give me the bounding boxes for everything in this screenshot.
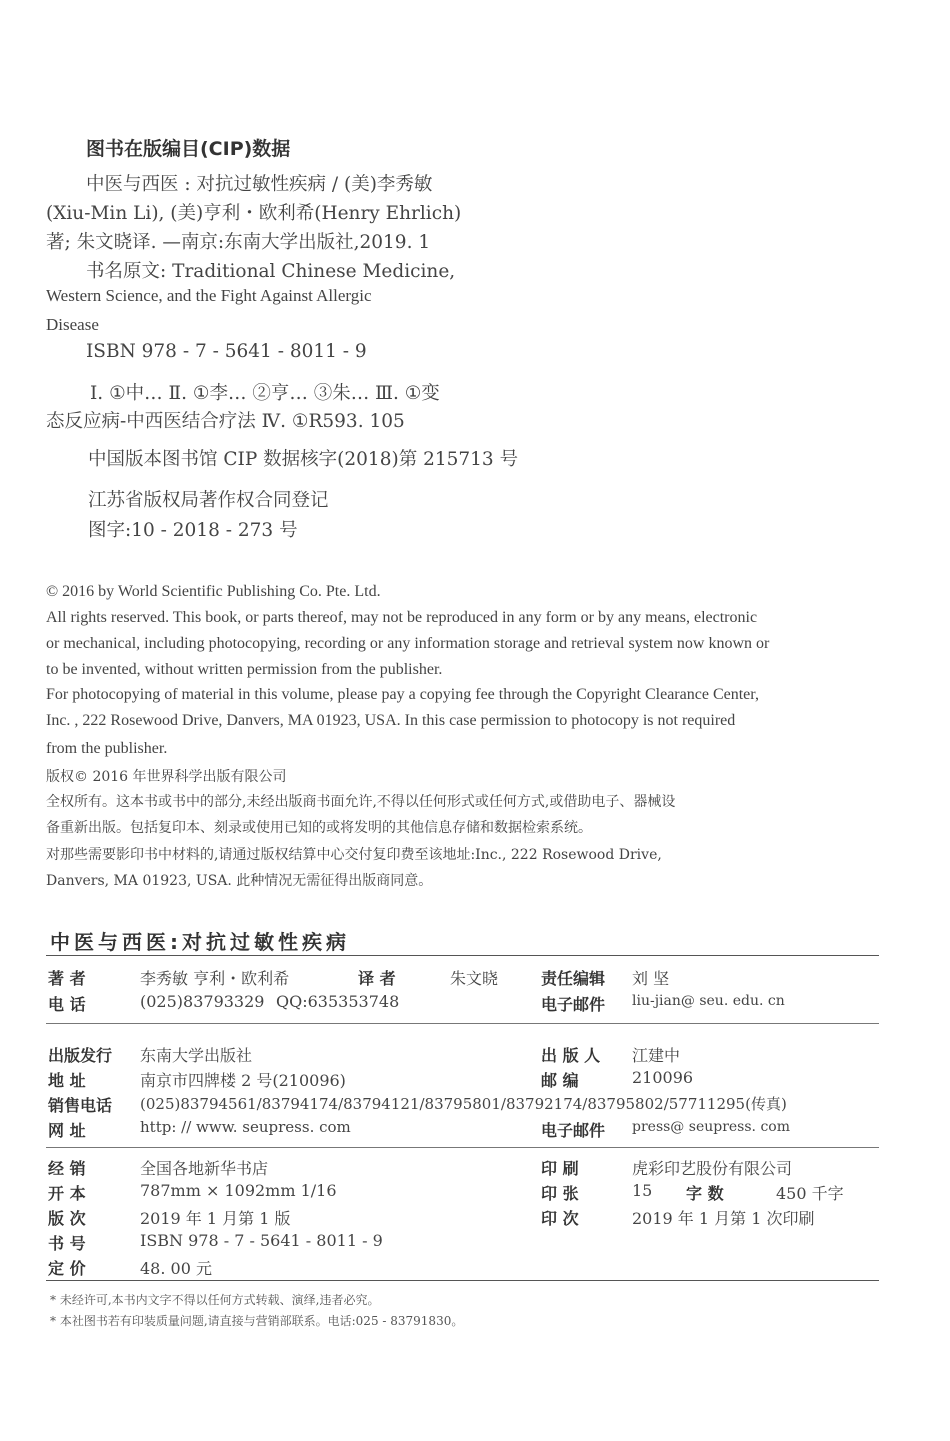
copyright-line: For photocopying of material in this volume, please pay a copying fee through the Copyright Clearance Center, xyxy=(46,686,759,703)
copyright-cn-line: 对那些需要影印书中材料的,请通过版权结算中心交付复印费至该地址:Inc., 222 Rosewood Drive, xyxy=(46,847,662,863)
publisher-label: 出版发行 xyxy=(48,1046,113,1065)
editor-value: 刘 坚 xyxy=(632,969,670,988)
translator-value: 朱文晓 xyxy=(450,969,499,988)
sheets-value: 15 xyxy=(632,1181,653,1200)
cip-line: Western Science, and the Fight Against Allergic xyxy=(46,286,372,305)
copyright-cn-line: 版权© 2016 年世界科学出版有限公司 xyxy=(46,769,287,785)
cip-registration: 图字:10 - 2018 - 273 号 xyxy=(88,520,298,541)
cip-line: 著; 朱文晓译. —南京:东南大学出版社,2019. 1 xyxy=(46,232,431,253)
cip-number: 中国版本图书馆 CIP 数据核字(2018)第 215713 号 xyxy=(88,449,519,470)
copyright-line: Inc. , 222 Rosewood Drive, Danvers, MA 01923, USA. In this case permission to photocopy is not required xyxy=(46,712,736,729)
cip-line: 中医与西医 : 对抗过敏性疾病 / (美)李秀敏 xyxy=(86,174,433,195)
postcode-value: 210096 xyxy=(632,1068,694,1087)
author-value: 李秀敏 亨利・欧利希 xyxy=(140,969,290,988)
dist-label: 经 销 xyxy=(48,1159,86,1178)
copyright-cn-line: 全权所有。这本书或书中的部分,未经出版商书面允许,不得以任何形式或任何方式,或借助电子、器械设 xyxy=(46,794,676,810)
cip-registration: 江苏省版权局著作权合同登记 xyxy=(88,490,329,511)
email-value: press@ seupress. com xyxy=(632,1119,790,1135)
copyright-line: All rights reserved. This book, or parts thereof, may not be reproduced in any form or by any means, electronic xyxy=(46,609,758,626)
format-value: 787mm × 1092mm 1/16 xyxy=(140,1181,337,1200)
copyright-line: from the publisher. xyxy=(46,740,168,757)
impression-label: 印 次 xyxy=(541,1209,579,1228)
copyright-line: to be invented, without written permission from the publisher. xyxy=(46,661,443,678)
dist-value: 全国各地新华书店 xyxy=(140,1159,269,1178)
cip-title: 图书在版编目(CIP)数据 xyxy=(86,138,291,160)
words-label: 字 数 xyxy=(686,1184,724,1203)
book-title: 中医与西医:对抗过敏性疾病 xyxy=(50,930,350,954)
sheets-label: 印 张 xyxy=(541,1184,579,1203)
footnote: * 未经许可,本书内文字不得以任何方式转载、演绎,违者必究。 xyxy=(50,1293,380,1307)
footnote: * 本社图书若有印装质量问题,请直接与营销部联系。电话:025 - 83791830。 xyxy=(50,1314,464,1328)
editor-label: 责任编辑 xyxy=(541,969,606,988)
publisher-value: 东南大学出版社 xyxy=(140,1046,253,1065)
cip-classification: Ⅰ. ①中… Ⅱ. ①李… ②亨… ③朱… Ⅲ. ①变 xyxy=(90,383,440,404)
author-label: 著 者 xyxy=(48,969,86,988)
phone-label: 电 话 xyxy=(48,995,86,1014)
format-label: 开 本 xyxy=(48,1184,86,1203)
copyright-cn-line: 备重新出版。包括复印本、刻录或使用已知的或将发明的其他信息存储和数据检索系统。 xyxy=(46,820,592,836)
email-label: 电子邮件 xyxy=(541,1121,606,1140)
cip-line: 书名原文: Traditional Chinese Medicine, xyxy=(86,261,456,282)
sales-value: (025)83794561/83794174/83794121/83795801/83792174/83795802/57711295(传真) xyxy=(140,1095,787,1113)
web-value: http: // www. seupress. com xyxy=(140,1118,351,1136)
chief-label: 出 版 人 xyxy=(541,1046,601,1065)
divider xyxy=(46,1023,879,1024)
chief-value: 江建中 xyxy=(632,1046,681,1065)
phone-value: (025)83793329 xyxy=(140,992,265,1011)
cip-isbn: ISBN 978 - 7 - 5641 - 8011 - 9 xyxy=(86,341,367,362)
price-value: 48. 00 元 xyxy=(140,1259,212,1278)
email-label: 电子邮件 xyxy=(541,995,606,1014)
divider xyxy=(46,1280,879,1281)
postcode-label: 邮 编 xyxy=(541,1071,579,1090)
sales-label: 销售电话 xyxy=(48,1096,113,1115)
isbn-label: 书 号 xyxy=(48,1234,86,1253)
impression-value: 2019 年 1 月第 1 次印刷 xyxy=(632,1209,815,1228)
cip-line: Disease xyxy=(46,315,99,334)
copyright-line: or mechanical, including photocopying, recording or any information storage and retrieval system now known or xyxy=(46,635,770,652)
print-value: 虎彩印艺股份有限公司 xyxy=(632,1159,793,1178)
divider xyxy=(46,1147,879,1148)
cip-classification: 态反应病-中西医结合疗法 Ⅳ. ①R593. 105 xyxy=(46,411,405,432)
email-value: liu-jian@ seu. edu. cn xyxy=(632,993,785,1009)
address-label: 地 址 xyxy=(48,1071,86,1090)
web-label: 网 址 xyxy=(48,1121,86,1140)
translator-label: 译 者 xyxy=(358,969,396,988)
isbn-value: ISBN 978 - 7 - 5641 - 8011 - 9 xyxy=(140,1231,383,1250)
price-label: 定 价 xyxy=(48,1259,86,1278)
address-value: 南京市四牌楼 2 号(210096) xyxy=(140,1071,346,1090)
copyright-line: © 2016 by World Scientific Publishing Co. Pte. Ltd. xyxy=(46,583,381,600)
cip-line: (Xiu-Min Li), (美)亨利・欧利希(Henry Ehrlich) xyxy=(46,203,462,224)
qq-value: QQ:635353748 xyxy=(276,992,400,1011)
divider xyxy=(46,955,879,956)
copyright-cn-line: Danvers, MA 01923, USA. 此种情况无需征得出版商同意。 xyxy=(46,873,433,889)
words-value: 450 千字 xyxy=(776,1184,844,1203)
edition-label: 版 次 xyxy=(48,1209,86,1228)
print-label: 印 刷 xyxy=(541,1159,579,1178)
edition-value: 2019 年 1 月第 1 版 xyxy=(140,1209,291,1228)
